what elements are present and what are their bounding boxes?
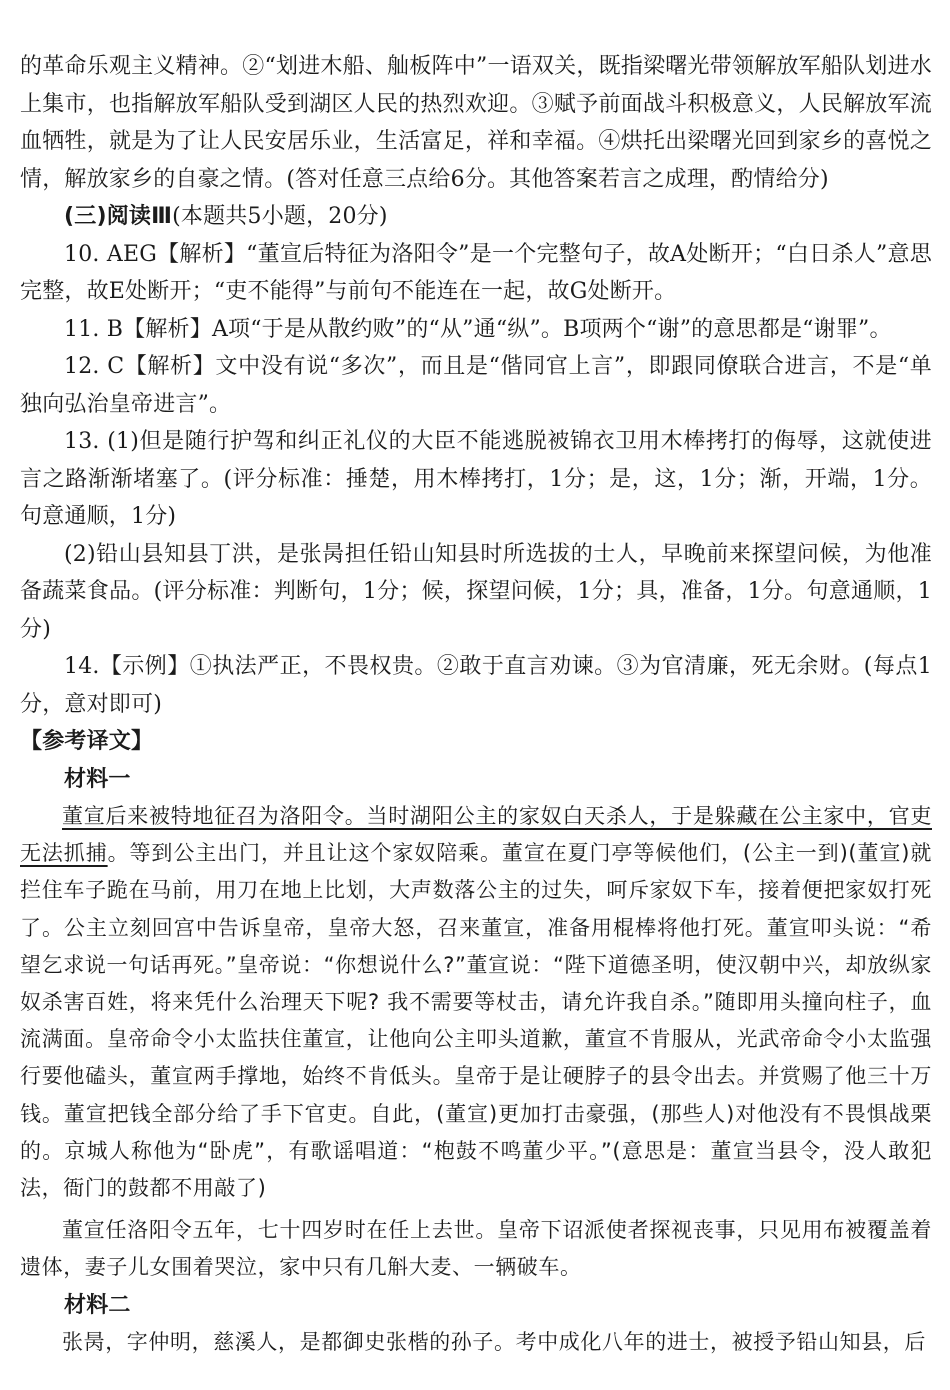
- answer-q13-2: (2)铅山县知县丁洪，是张昺担任铅山知县时所选拔的士人，早晚前来探望问候，为他准备蔬菜食品。(评分标准：判断句，1分；候，探望问候，1分；具，准备，1分。句意通顺，1分): [20, 541, 932, 642]
- material-two-title: 材料二: [64, 1292, 131, 1318]
- material-one-paragraph-2: 董宣任洛阳令五年，七十四岁时在任上去世。皇帝下诏派使者探视丧事，只见用布被覆盖着遗体，妻子儿女围着哭泣，家中只有几斛大麦、一辆破车。: [20, 1218, 932, 1280]
- section-note: (本题共5小题，20分): [172, 204, 388, 229]
- section-title: (三)阅读Ⅲ: [64, 204, 173, 229]
- answer-q10: 10. AEG【解析】“董宣后特征为洛阳令”是一个完整句子，故A处断开；“白日杀人”意思完整，故E处断开；“吏不能得”与前句不能连在一起，故G处断开。: [20, 241, 932, 304]
- answer-q13-1: 13. (1)但是随行护驾和纠正礼仪的大臣不能逃脱被锦衣卫用木棒拷打的侮辱，这就使进言之路渐渐堵塞了。(评分标准：捶楚，用木棒拷打，1分；是，这，1分；渐，开端，1分。句意通顺，1分): [20, 429, 932, 529]
- material-one-title: 材料一: [64, 766, 131, 792]
- material-one-paragraph-1: [20, 798, 932, 1207]
- document-page: [20, 48, 932, 1361]
- section-heading: [20, 198, 932, 236]
- underlined-passage: 董宣后来被特地征召为洛阳令。当时湖阳公主的家奴白天杀人，于是躲藏在公主家中，官吏无法抓捕: [20, 804, 932, 866]
- material-two-paragraph-1: 张昺，字仲明，慈溪人，是都御史张楷的孙子。考中成化八年的进士，被授予铅山知县，后: [62, 1330, 926, 1355]
- answer-q11: 11. B【解析】A项“于是从散约败”的“从”通“纵”。B项两个“谢”的意思都是“谢罪”。: [64, 316, 892, 342]
- material-one-paragraph-1-rest: 。等到公主出门，并且让这个家奴陪乘。董宣在夏门亭等候他们，(公主一到)(董宣)就拦住车子跪在马前，用刀在地上比划，大声数落公主的过失，呵斥家奴下车，接着便把家奴打死了。公主立刻回宫中告诉皇帝，皇帝大怒，召来董宣，准备用棍棒将他打死。董宣叩头说：“希望乞求说一句话再死。”皇帝说：“你想说什么?”董宣说：“陛下道德圣明，使汉朝中兴，却放纵家奴杀害百姓，将来凭什么治理天下呢? 我不需要等杖击，请允许我自杀。”随即用头撞向柱子，血流满面。皇帝命令小太监扶住董宣，让他向公主叩头道歉，董宣不肯服从，光武帝命令小太监强行要他磕头，董宣两手撑地，始终不肯低头。皇帝于是让硬脖子的县令出去。并赏赐了他三十万钱。董宣把钱全部分给了手下官吏。自此，(董宣)更加打击豪强，(那些人)对他没有不畏惧战栗的。京城人称他为“卧虎”，有歌谣唱道：“枹鼓不鸣董少平。”(意思是：董宣当县令，没人敢犯法，衙门的鼓都不用敲了): [20, 841, 932, 1201]
- answer-q14: 14.【示例】①执法严正，不畏权贵。②敢于直言劝谏。③为官清廉，死无余财。(每点1分，意对即可): [20, 654, 932, 717]
- answer-continuation: 的革命乐观主义精神。②“划进木船、舢板阵中”一语双关，既指梁曙光带领解放军船队划进水上集市，也指解放军船队受到湖区人民的热烈欢迎。③赋予前面战斗积极意义，人民解放军流血牺牲，就是为了让人民安居乐业，生活富足，祥和幸福。④烘托出梁曙光回到家乡的喜悦之情，解放家乡的自豪之情。(答对任意三点给6分。其他答案若言之成理，酌情给分): [20, 54, 932, 192]
- translation-title: 【参考译文】: [20, 729, 154, 754]
- answer-q12: 12. C【解析】文中没有说“多次”，而且是“偕同官上言”，即跟同僚联合进言，不是“单独向弘治皇帝进言”。: [20, 354, 932, 417]
